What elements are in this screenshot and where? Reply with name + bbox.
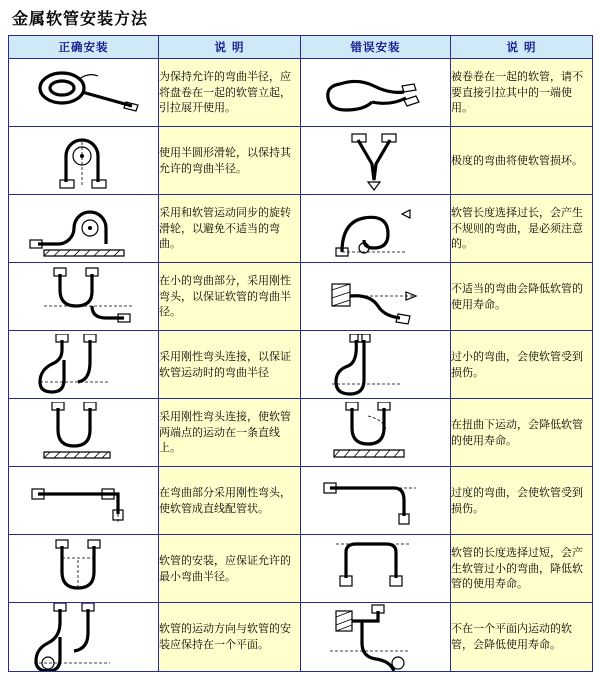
illustration-rotating-pulley-synchronized-with-hose [9,195,159,263]
table-row [9,59,593,127]
table-row [9,331,593,399]
description-wrong: 被卷卷在一起的软管，请不要直接引拉其中的一端使用。 [451,59,593,127]
column-header-correct-install: 正确安装 [9,36,159,59]
description-correct: 在弯曲部分采用刚性弯头，使软管成直线配管状。 [159,467,301,535]
column-header-correct-description: 说 明 [159,36,301,59]
illustration-excessive-bend-at-corner [301,467,451,535]
description-correct: 采用刚性弯头连接，使软管两端点的运动在一条直线上。 [159,399,301,467]
description-correct: 软管的运动方向与软管的安装应保持在一个平面。 [159,603,301,672]
description-wrong: 软管的长度选择过短，会产生软管过小的弯曲，降低软管的使用寿命。 [451,535,593,603]
column-header-wrong-description: 说 明 [451,36,593,59]
column-header-wrong-install: 错误安装 [301,36,451,59]
illustration-semicircular-guide-pulley-bend [9,127,159,195]
illustration-rigid-elbow-at-small-bend [9,263,159,331]
description-wrong: 过小的弯曲，会使软管受到损伤。 [451,331,593,399]
illustration-u-shaped-hose-minimum-bend-radius [9,535,159,603]
hose-installation-table [8,35,593,672]
description-wrong: 不在一个平面内运动的软管，会降低使用寿命。 [451,603,593,672]
illustration-rigid-elbow-connection-u-loop [9,331,159,399]
description-correct: 在小的弯曲部分，采用刚性弯头，以保证软管的弯曲半径。 [159,263,301,331]
table-row [9,399,593,467]
description-correct: 采用和软管运动同步的旋转滑轮，以避免不适当的弯曲。 [159,195,301,263]
illustration-too-small-bend-radius-loop [301,331,451,399]
table-header-row [9,36,593,59]
description-wrong: 极度的弯曲将使软管损坏。 [451,127,593,195]
illustration-improper-bend-at-fitting [301,263,451,331]
illustration-rigid-elbows-both-ends-straight-line-motion [9,399,159,467]
illustration-hose-motion-out-of-plane [301,603,451,672]
illustration-hose-motion-in-same-plane-as-installation [9,603,159,672]
table-row [9,603,593,672]
description-wrong: 过度的弯曲，会使软管受到损伤。 [451,467,593,535]
table-row [9,263,593,331]
illustration-sharp-v-bend-over-edge [301,127,451,195]
illustration-coiled-hose-standing-upright [9,59,159,127]
illustration-torsional-bending-motion [301,399,451,467]
description-correct: 采用刚性弯头连接，以保证软管运动时的弯曲半径 [159,331,301,399]
table-row [9,467,593,535]
description-correct: 为保持允许的弯曲半径，应将盘卷在一起的软管立起，引拉展开使用。 [159,59,301,127]
description-correct: 使用半圆形滑轮，以保持其允许的弯曲半径。 [159,127,301,195]
illustration-excess-hose-length-irregular-bend [301,195,451,263]
description-wrong: 在扭曲下运动，会降低软管的使用寿命。 [451,399,593,467]
table-row [9,535,593,603]
description-wrong: 软管长度选择过长，会产生不规则的弯曲，是必须注意的。 [451,195,593,263]
table-row [9,195,593,263]
page-title: 金属软管安装方法 [12,9,149,28]
illustration-rigid-elbow-straight-piping-at-bend [9,467,159,535]
illustration-too-long-hose-small-bend [301,535,451,603]
table-row [9,127,593,195]
illustration-coiled-hose-pulled-from-one-end [301,59,451,127]
description-wrong: 不适当的弯曲会降低软管的使用寿命。 [451,263,593,331]
description-correct: 软管的安装，应保证允许的最小弯曲半径。 [159,535,301,603]
